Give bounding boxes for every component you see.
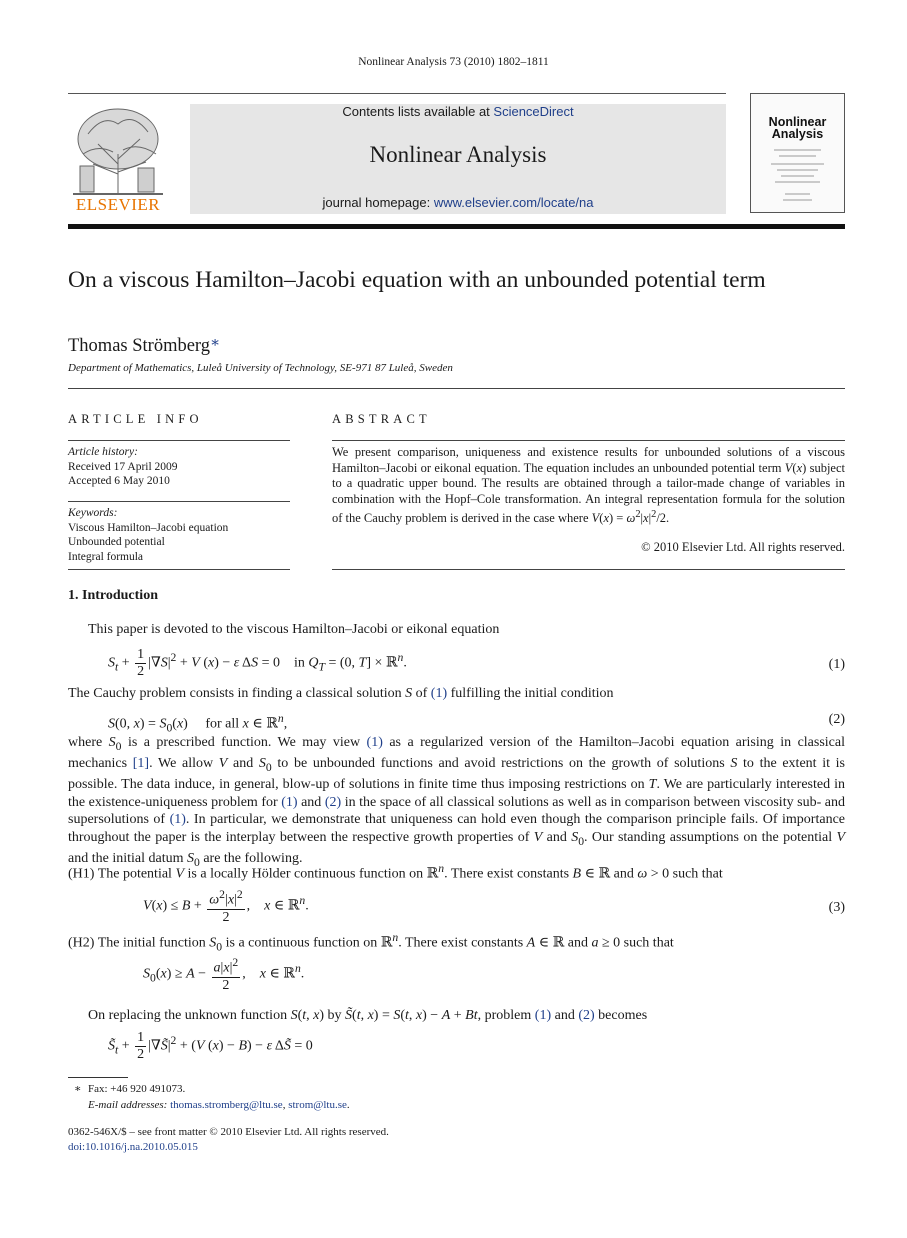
- paragraph-text: . Our standing assumptions on the potential: [584, 829, 837, 845]
- paragraph-text: The Cauchy problem consists in finding a classical solution: [68, 686, 406, 701]
- keyword-item: Viscous Hamilton–Jacobi equation: [68, 521, 229, 534]
- email-separator: ,: [282, 1099, 289, 1111]
- paragraph-text: such that: [620, 935, 674, 951]
- history-label: Article history:: [68, 446, 138, 458]
- paragraph-text: is a prescribed function. We may view: [121, 735, 367, 750]
- footnote-emails: [88, 1098, 350, 1112]
- paragraph-text: , problem: [477, 1008, 535, 1023]
- paragraph-text: to the extent it is possible. The data induce, in general, blow-up of solutions in finite time thus imposing restrictions on: [68, 756, 845, 793]
- abstract-heading: ABSTRACT: [332, 412, 431, 426]
- equation-ref[interactable]: (1): [430, 686, 448, 701]
- contents-line: [190, 104, 726, 119]
- author-name: Thomas Strömberg: [68, 336, 210, 356]
- intro-paragraph-2: The Cauchy problem consists in finding a classical solution S of (1) fulfilling the initial condition: [68, 686, 614, 701]
- hypothesis-label: (H1): [68, 866, 95, 882]
- article-history: [68, 445, 290, 489]
- equation-2-number: (2): [828, 712, 845, 727]
- equation-ref[interactable]: (2): [578, 1008, 595, 1023]
- email-end: .: [346, 1099, 350, 1111]
- doi-line: [68, 1140, 198, 1154]
- title-divider: [68, 388, 845, 389]
- keyword-item: Integral formula: [68, 550, 144, 563]
- abstract-text-part: We present comparison, uniqueness and existence results for unbounded solutions of a viscous Hamilton–Jacobi or eikonal equation. The equation includes an unbounded potential term: [332, 445, 845, 475]
- doi-link[interactable]: doi:10.1016/j.na.2010.05.015: [68, 1141, 198, 1153]
- header-thick-rule: [68, 224, 845, 229]
- cover-title-line2: Analysis: [771, 127, 824, 141]
- abstract-text: We present comparison, uniqueness and existence results for unbounded solutions of a viscous Hamilton–Jacobi or eikonal equation. The equation includes an unbounded potential term V(x) subject to a quadratic upper bound. The results are obtained through a tailor-made change of variables in combination with the Hopf–Cole transformation. An integral representation formula for the solution of the Cauchy problem is derived in the case where $V(x) = \omega^2|x|^2/2$.: [332, 445, 845, 526]
- copyright-notice: © 2010 Elsevier Ltd. All rights reserved.: [641, 540, 845, 554]
- equation-1-number: (1): [828, 657, 845, 672]
- paragraph-text: . There exist constants: [444, 866, 573, 882]
- paragraph-text: and: [610, 866, 638, 882]
- cover-title-line1: Nonlinear: [768, 115, 827, 129]
- paragraph-text: The potential: [97, 866, 176, 882]
- equation-2: S(0, $x) = S_0(x)$ for all x ∈ ℝ$^n$,: [108, 712, 288, 735]
- hypothesis-h2: (H2) The initial function $S_0$ is a continuous function on ℝ$^n$. There exist constants A ∈ ℝ and a ≥ 0 such that: [68, 931, 674, 954]
- equation-transformed: $S̃_t$ + $\frac{1}{2}$ $|\nabla S̃|^2 + (V$ (x) − B) − ε ΔS̃ = 0: [108, 1030, 313, 1062]
- paragraph-text: by: [324, 1008, 346, 1023]
- author-footnote-mark[interactable]: ∗: [210, 335, 221, 351]
- equation-3: V(x) ≤ B + $\frac{\omega^2|x|^2}{2}$ , x ∈ ℝ$^n$.: [143, 888, 309, 925]
- email-link-2[interactable]: strom@ltu.se: [288, 1099, 347, 1111]
- keywords-label: Keywords:: [68, 507, 118, 519]
- journal-name: Nonlinear Analysis: [369, 142, 547, 167]
- footnote-mark: ∗: [74, 1083, 82, 1095]
- equation-ref[interactable]: (1): [281, 794, 298, 810]
- article-info-rule-3: [68, 569, 290, 570]
- equation-ref[interactable]: (1): [169, 812, 186, 828]
- equation-ref[interactable]: (1): [534, 1008, 552, 1023]
- article-info-rule-2: [68, 501, 290, 502]
- header-divider: [68, 93, 726, 94]
- equation-ref[interactable]: (1): [366, 735, 383, 750]
- paragraph-text: On replacing the unknown function: [88, 1008, 291, 1023]
- paragraph-text: fulfilling the initial condition: [447, 686, 614, 701]
- contents-prefix: Contents lists available at: [342, 104, 494, 119]
- citation-ref[interactable]: [1]: [132, 756, 150, 772]
- paragraph-text: in the space of all classical solutions as well as in comparison between viscosity sub- and supersolutions of: [68, 794, 845, 828]
- paragraph-text: to be unbounded functions and avoid restrictions on the growth of solutions: [271, 756, 731, 772]
- email-link-1[interactable]: thomas.stromberg@ltu.se: [170, 1099, 283, 1111]
- issn-line: 0362-546X/$ – see front matter © 2010 Elsevier Ltd. All rights reserved.: [68, 1126, 389, 1138]
- article-info-rule-1: [68, 440, 290, 441]
- paragraph-text: where: [68, 735, 109, 750]
- paragraph-text: . There exist constants: [398, 935, 527, 951]
- section-heading-introduction: 1. Introduction: [68, 588, 158, 603]
- equation-ref[interactable]: (2): [324, 794, 342, 810]
- abstract-rule-top: [332, 440, 845, 441]
- hypothesis-label: (H2): [68, 935, 95, 951]
- paragraph-text: and the initial datum: [68, 850, 187, 866]
- abstract-text-part: subject to a quadratic upper bound. The results are obtained through a tailor-made change of variables in combination with the Hopf–Cole transformation. An integral representation formula for the solution of the Cauchy problem is derived in the case where: [332, 460, 845, 526]
- paragraph-text: The initial function: [97, 935, 210, 951]
- running-header: Nonlinear Analysis 73 (2010) 1802–1811: [358, 56, 549, 68]
- journal-cover-thumbnail: [750, 93, 845, 213]
- cover-text-lines: [759, 146, 836, 206]
- affiliation: Department of Mathematics, Luleå University of Technology, SE-971 87 Luleå, Sweden: [68, 362, 453, 374]
- intro-paragraph-1: This paper is devoted to the viscous Hamilton–Jacobi or eikonal equation: [88, 622, 500, 637]
- sciencedirect-link[interactable]: ScienceDirect: [493, 104, 574, 119]
- paragraph-text: is a locally Hölder continuous function on: [184, 866, 427, 882]
- equation-2-text: for all: [205, 716, 240, 732]
- abstract-rule-bottom: [332, 569, 845, 570]
- equation-3-number: (3): [828, 900, 845, 915]
- equation-1: $S_t$ + $\frac{1}{2}$ $|\nabla S|^2 + V$ (x) − ε ΔS = 0 in $Q_T = (0$, T] × ℝ$^n$.: [108, 647, 407, 679]
- intro-paragraph-3: where $S_0$ is a prescribed function. We may view (1) as a regularized version of the Hamilton–Jacobi equation arising in classical mechanics [1]. We allow V and $S_0$ to be unbounded functions and avoid restrictions on the growth of solutions S to the extent it is possible. The data induce, in general, blow-up of solutions in finite time thus imposing restrictions on T. We are particularly interested in the existence-uniqueness problem for (1) and (2) in the space of all classical solutions as well as in comparison between viscosity sub- and supersolutions of (1). In particular, we demonstrate that uniqueness can hold even though the comparison principle fails. Of importance throughout the paper is the interplay between the respective growth properties of V and $S_0$. Our standing assumptions on the potential V and the initial datum $S_0$ are the following.: [68, 735, 845, 869]
- footnote-fax: Fax: +46 920 491073.: [88, 1083, 186, 1095]
- equation-h2-bound: $S_0(x) \ge A$ − $\frac{a|x|^2}{2}$ , x ∈ ℝ$^n$.: [143, 956, 305, 993]
- article-info-heading: ARTICLE INFO: [68, 412, 203, 426]
- accepted-date: Accepted 6 May 2010: [68, 475, 170, 488]
- paragraph-text: and: [227, 756, 259, 772]
- received-date: Received 17 April 2009: [68, 460, 178, 473]
- keyword-item: Unbounded potential: [68, 536, 165, 549]
- intro-paragraph-4: On replacing the unknown function S(t, x) by S̃(t, x) = S(t, x) − A + Bt, problem (1) and (2) becomes: [88, 1008, 648, 1023]
- cover-title: [751, 116, 844, 140]
- paragraph-text: and: [564, 935, 592, 951]
- paragraph-text: becomes: [594, 1008, 648, 1023]
- article-title: On a viscous Hamilton–Jacobi equation with an unbounded potential term: [68, 267, 766, 293]
- paragraph-text: are the following.: [199, 850, 303, 866]
- author-line: [68, 333, 220, 357]
- paragraph-text: as a regularized version of the Hamilton–Jacobi equation arising in classical mechanics: [68, 735, 845, 772]
- email-label: E-mail addresses:: [88, 1099, 168, 1111]
- footnote-rule: [68, 1077, 128, 1078]
- hypothesis-h1: (H1) The potential V is a locally Hölder continuous function on ℝ$^n$. There exist constants B ∈ ℝ and ω > 0 such that: [68, 862, 723, 882]
- paragraph-text: such that: [669, 866, 723, 882]
- paragraph-text: . In particular, we demonstrate that uniqueness can hold even though the comparison principle fails. Of importance throughout the paper is the interplay between the respective growth properties of: [68, 812, 845, 845]
- paragraph-text: is a continuous function on: [222, 935, 381, 951]
- equation-1-domain-word: in: [293, 655, 305, 671]
- paragraph-text: and: [297, 794, 325, 810]
- paragraph-text: . We are particularly interested in the existence-uniqueness problem for: [68, 777, 845, 810]
- homepage-line: [190, 195, 726, 210]
- paragraph-text: and: [551, 1008, 579, 1023]
- paragraph-text: . We allow: [149, 756, 219, 772]
- keywords-block: [68, 506, 290, 564]
- journal-homepage-link[interactable]: www.elsevier.com/locate/na: [433, 195, 594, 210]
- homepage-prefix: journal homepage:: [322, 195, 434, 210]
- elsevier-wordmark: ELSEVIER: [75, 195, 161, 214]
